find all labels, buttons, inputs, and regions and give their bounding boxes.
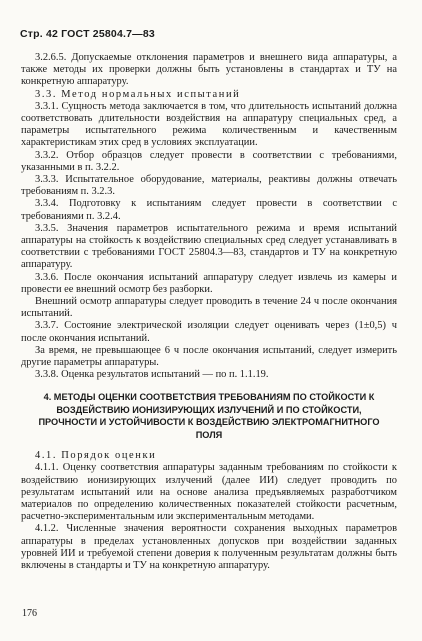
paragraph-3-3-1: 3.3.1. Сущность метода заключается в том, что длительность испытаний должна соответствовать длительности воздействия на аппаратуру специальных сред, а параметры испытательного режима количественным и качественным характеристикам этих сред в условиях эксплуатации. xyxy=(21,100,397,149)
subsection-heading-4-1: 4.1. Порядок оценки xyxy=(35,450,157,462)
paragraph-3-3-5: 3.3.5. Значения параметров испытательного режима и время испытаний аппаратуры на стойкость к воздействию специальных сред следует устанавливать в соответствии с требованиями ГОСТ 25804.3—83, стандартов и ТУ на конкретную аппаратуру. xyxy=(21,222,397,271)
paragraph-measure-other-params: За время, не превышающее 6 ч после окончания испытаний, следует измерить другие параметры аппаратуры. xyxy=(21,344,397,369)
paragraph-4-1-1: 4.1.1. Оценку соответствия аппаратуры заданным требованиям по стойкости к воздействию ионизирующих излучений (далее ИИ) следует проводить по результатам испытаний или на основе анализа предъявляемых разработчиком материалов по определению количественных показателей стойкости расчетным, расчетно-экспериментальным или экспериментальным методами. xyxy=(21,462,397,523)
subsection-heading-3-3: 3.3. Метод нормальных испытаний xyxy=(35,88,241,100)
page-number: 176 xyxy=(22,608,37,619)
paragraph-3-3-7: 3.3.7. Состояние электрической изоляции следует оценивать через (1±0,5) ч после окончания испытаний. xyxy=(21,320,397,344)
paragraph-3-2-6-5: 3.2.6.5. Допускаемые отклонения параметров и внешнего вида аппаратуры, а также методы их проверки должны быть установлены в стандартах и ТУ на конкретную аппаратуру. xyxy=(21,52,397,88)
section-title-4: 4. МЕТОДЫ ОЦЕНКИ СООТВЕТСТВИЯ ТРЕБОВАНИЯМ ПО СТОЙКОСТИ К ВОЗДЕЙСТВИЮ ИОНИЗИРУЮЩИХ ИЗЛУЧЕНИЙ И ПО СТОЙКОСТИ, ПРОЧНОСТИ И УСТОЙЧИВОСТИ К ВОЗДЕЙСТВИЮ ЭЛЕКТРОМАГНИТНОГО ПОЛЯ xyxy=(38,392,380,440)
paragraph-3-3-8: 3.3.8. Оценка результатов испытаний — по п. 1.1.19. xyxy=(35,369,269,381)
paragraph-3-3-3: 3.3.3. Испытательное оборудование, материалы, реактивы должны отвечать требованиям п. 3.2.3. xyxy=(21,174,397,198)
paragraph-3-3-6: 3.3.6. После окончания испытаний аппаратуру следует извлечь из камеры и провести ее внешний осмотр без разборки. xyxy=(21,271,397,295)
paragraph-3-3-2: 3.3.2. Отбор образцов следует провести в соответствии с требованиями, указанными в п. 3.2.2. xyxy=(21,149,397,173)
paragraph-external-inspection: Внешний осмотр аппаратуры следует проводить в течение 24 ч после окончания испытаний. xyxy=(21,296,397,320)
paragraph-3-3-4: 3.3.4. Подготовку к испытаниям следует провести в соответствии с требованиями п. 3.2.4. xyxy=(21,198,397,222)
paragraph-4-1-2: 4.1.2. Численные значения вероятности сохранения выходных параметров аппаратуры в пределах установленных допусков при воздействии заданных уровней ИИ и требуемой степени доверия к полученным результатам должны быть включены в стандарты и ТУ на конкретную аппаратуру. xyxy=(21,523,397,571)
page-body xyxy=(21,52,397,572)
page-header: Стр. 42 ГОСТ 25804.7—83 xyxy=(20,28,155,40)
